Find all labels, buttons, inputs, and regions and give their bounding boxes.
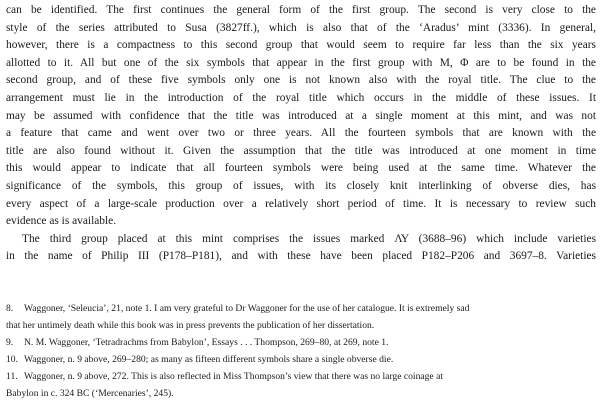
footnote [6, 317, 596, 334]
footnote [6, 351, 596, 368]
footnote-text: Waggoner, ‘Seleucia’, 21, note 1. I am very grateful to Dr Waggoner for the use of her catalogue. It is extremely sad [24, 303, 470, 314]
main-text [6, 2, 596, 266]
footnote-text: N. M. Waggoner, ‘Tetradrachms from Babylon’, Essays . . . Thompson, 269–80, at 269, note 1. [24, 337, 389, 348]
footnote-number: 9. [6, 337, 14, 348]
text-line: evidence as is available. [6, 215, 117, 228]
text-line: every aspect of a large-scale production over a relatively short period of time. It is necessary to review such [6, 197, 596, 210]
footnote-number: 8. [6, 303, 14, 314]
text-line: arrangement must lie in the introduction of the royal title which occurs in the middle of these issues. It [6, 91, 596, 104]
footnote-number: 11. [6, 371, 18, 382]
footnote-text: Babylon in c. 324 BC (‘Mercenaries’, 245). [6, 388, 174, 399]
footnote [6, 300, 596, 317]
text-line: this would appear to indicate that all fourteen symbols were being used at the same time. Whatever the [6, 162, 596, 175]
text-line: style of the series attributed to Susa (3827ff.), which is also that of the ‘Aradus’ mint (3336). In general, [6, 21, 596, 34]
footnote-text: that her untimely death while this book was in press prevents the publication of her dissertation. [6, 320, 375, 331]
text-line: can be identified. The first continues the general form of the first group. The second is very close to the [6, 4, 596, 16]
footnote-text: Waggoner, n. 9 above, 272. This is also reflected in Miss Thompson’s view that there was no large coinage at [24, 371, 444, 382]
text-line: a feature that came and went over two or three years. All the fourteen symbols that are known with the [6, 127, 596, 140]
text-line: may be assumed with confidence that the title was introduced at a single moment at this mint, and was not [6, 109, 596, 122]
footnote-number: 10. [6, 354, 18, 365]
footnote [6, 385, 596, 402]
text-line: significance of the symbols, this group of issues, with its closely knit interlinking of obverse dies, has [6, 179, 596, 192]
text-line: however, there is a compactness to this second group that would seem to require far less than the six years [6, 39, 596, 52]
footnote [6, 334, 596, 351]
text-line: allotted to it. All but one of the six symbols that appear in the first group with M, Φ are to be found in the [6, 56, 596, 69]
footnote-text: Waggoner, n. 9 above, 269–280; as many as fifteen different symbols share a single obverse die. [24, 354, 394, 365]
footnotes [6, 300, 596, 402]
text-line: title are also found without it. Given the assumption that the title was introduced at one moment in time [6, 144, 596, 157]
footnote [6, 368, 596, 385]
text-line: second group, and of these five symbols only one is not known also with the royal title. The clue to the [6, 74, 596, 87]
text-line: in the name of Philip III (P178–P181), and with these have been placed P182–P206 and 3697–8. Varieties [6, 250, 596, 263]
text-line: The third group placed at this mint comprises the issues marked ΛΥ (3688–96) which include varieties [22, 232, 596, 245]
